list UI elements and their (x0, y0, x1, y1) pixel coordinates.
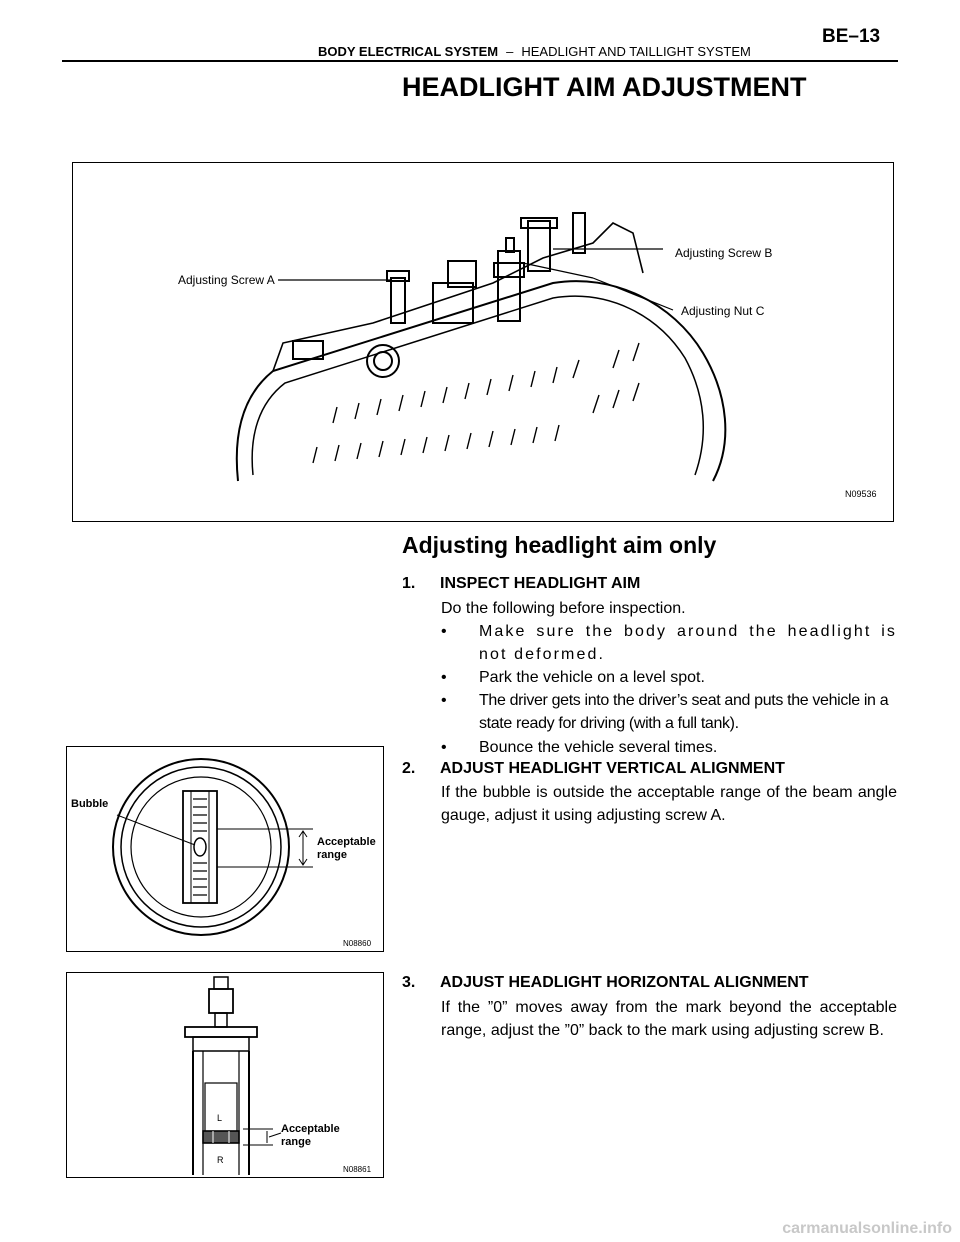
step-2-number: 2. (402, 760, 416, 777)
step-1-bullet-1 (441, 620, 897, 666)
step-1-number: 1. (402, 575, 416, 592)
bullet-text: Park the vehicle on a level spot. (479, 669, 705, 686)
bullet-text: Bounce the vehicle several times. (479, 739, 718, 756)
page-code: BE–13 (822, 26, 881, 47)
step-3-text: If the ”0” moves away from the mark beyond the acceptable range, adjust the ”0” back to the mark using adjusting screw B. (441, 999, 897, 1039)
figure1-code: N09536 (845, 489, 877, 499)
headlight-drawing (73, 163, 893, 521)
step-3-number: 3. (402, 974, 416, 991)
bullet-dot: • (441, 623, 447, 640)
bubble-gauge-drawing (67, 747, 383, 951)
label-range: range (281, 1136, 311, 1148)
label-adjusting-nut-c: Adjusting Nut C (681, 304, 765, 318)
label-l: L (217, 1113, 223, 1123)
bullet-dot: • (441, 692, 447, 709)
bullet-dot: • (441, 669, 447, 686)
step-3-title: ADJUST HEADLIGHT HORIZONTAL ALIGNMENT (440, 974, 809, 991)
step-2-heading (402, 760, 785, 778)
bullet-dot: • (441, 739, 447, 756)
section-subheading: Adjusting headlight aim only (402, 532, 717, 558)
horizontal-gauge-figure (66, 972, 384, 1178)
step-1-bullet-4 (441, 736, 897, 759)
label-adjusting-screw-b: Adjusting Screw B (675, 246, 773, 260)
label-range: range (317, 849, 347, 861)
step-1-title: INSPECT HEADLIGHT AIM (440, 575, 641, 592)
bullet-text: The driver gets into the driver’s seat and puts the vehicle in a state ready for driving (with a full tank). (479, 692, 889, 732)
figure2-code: N08860 (343, 939, 372, 948)
figure3-code: N08861 (343, 1165, 372, 1174)
header-separator: – (506, 44, 514, 59)
label-acceptable: Acceptable (281, 1123, 340, 1135)
header-subsection: HEADLIGHT AND TAILLIGHT SYSTEM (521, 44, 751, 59)
watermark: carmanualsonline.info (782, 1220, 952, 1237)
step-1-bullet-3 (441, 689, 897, 735)
label-adjusting-screw-a: Adjusting Screw A (178, 273, 275, 287)
header-section: BODY ELECTRICAL SYSTEM (318, 44, 499, 59)
label-bubble: Bubble (71, 798, 109, 810)
running-header (318, 44, 751, 59)
step-2-title: ADJUST HEADLIGHT VERTICAL ALIGNMENT (440, 760, 785, 777)
page-title: HEADLIGHT AIM ADJUSTMENT (402, 72, 807, 102)
step-2-text: If the bubble is outside the acceptable range of the beam angle gauge, adjust it using adjusting screw A. (441, 784, 897, 824)
headlight-figure (72, 162, 894, 522)
step-1-heading (402, 575, 640, 593)
header-rule (62, 60, 898, 62)
bubble-gauge-figure (66, 746, 384, 952)
label-r: R (217, 1155, 224, 1165)
bullet-text: Make sure the body around the headlight is not deformed. (479, 623, 897, 663)
label-acceptable: Acceptable (317, 836, 376, 848)
horizontal-gauge-drawing (67, 973, 383, 1177)
step-1-intro: Do the following before inspection. (441, 600, 686, 617)
step-3-heading (402, 974, 809, 992)
step-1-bullet-2 (441, 666, 897, 689)
